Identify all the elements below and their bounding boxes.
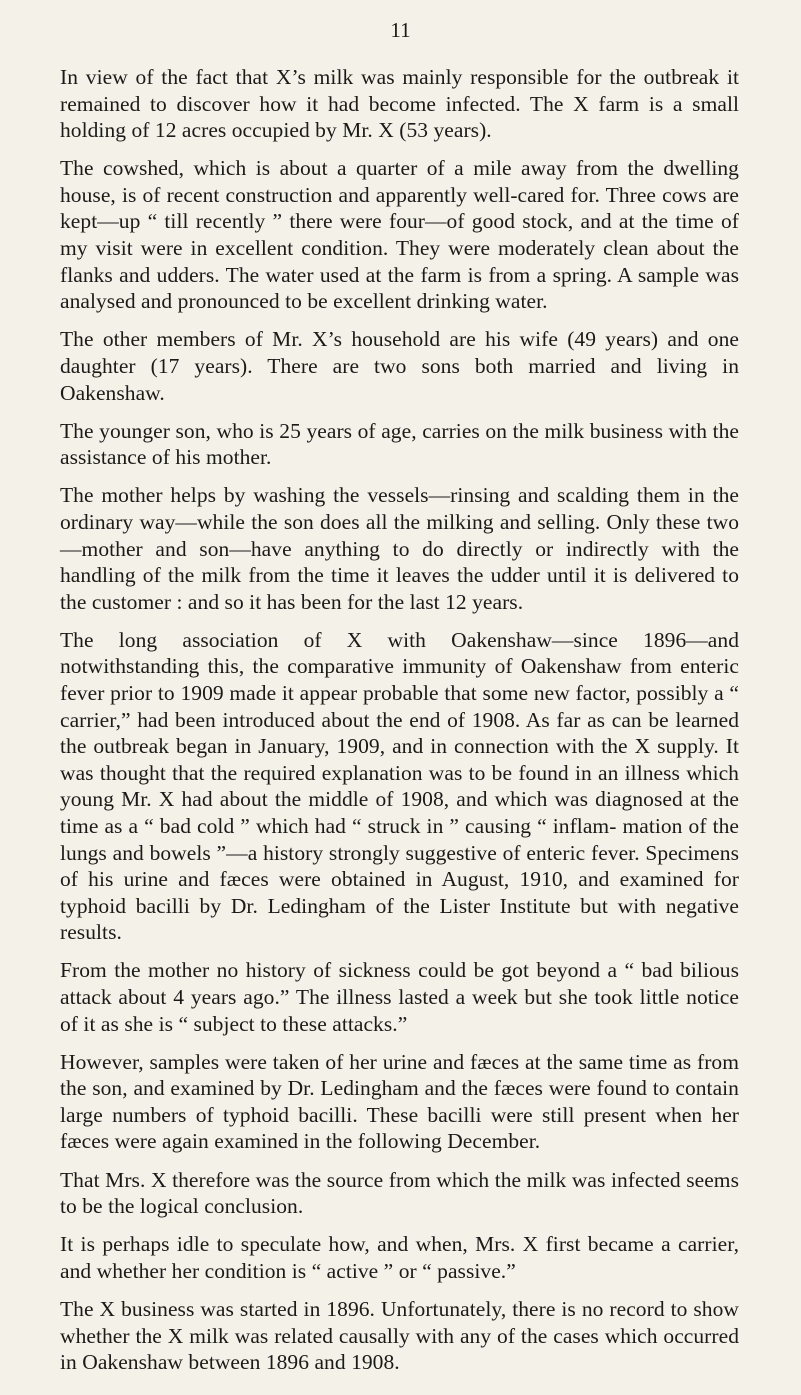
paragraph-1: In view of the fact that X’s milk was mainly responsible for the outbreak it remained to discover how it had become infected. The X farm is a small holding of 12 acres occupied by Mr. X (53 years). [60, 65, 739, 143]
paragraph-4: The younger son, who is 25 years of age, carries on the milk business with the assistance of his mother. [60, 418, 739, 470]
paragraph-10: It is perhaps idle to speculate how, and when, Mrs. X first became a carrier, and whether her condition is “ active ” or “ passive.” [60, 1232, 739, 1283]
paragraph-7: From the mother no history of sickness could be got beyond a “ bad bilious attack about 4 years ago.” The illness lasted a week but she took little notice of it as she is “ subject to these attacks.” [60, 958, 739, 1036]
paragraph-2: The cowshed, which is about a quarter of a mile away from the dwelling house, is of recent construction and apparently well-cared for. Three cows are kept—up “ till recently ” there were four—of good stock, and at the time of my visit were in excellent condition. They were moderately clean about the flanks and udders. The water used at the farm is from a spring. A sample was analysed and pronounced to be excellent drinking water. [60, 156, 739, 314]
paragraph-5: The mother helps by washing the vessels—rinsing and scalding them in the ordinary way—while the son does all the milking and selling. Only these two—mother and son—have anything to do directly or indirectly with the handling of the milk from the time it leaves the udder until it is delivered to the customer : and so it has been for the last 12 years. [60, 483, 739, 614]
paragraph-8: However, samples were taken of her urine and fæces at the same time as from the son, and examined by Dr. Ledingham and the fæces were found to contain large numbers of typhoid bacilli. These bacilli were still present when her fæces were again examined in the following December. [60, 1049, 739, 1154]
paragraph-11: The X business was started in 1896. Unfortunately, there is no record to show whether the X milk was related causally with any of the cases which occurred in Oakenshaw between 1896 and 1908. [60, 1296, 739, 1375]
body-text [60, 64, 739, 1387]
paragraph-6: The long association of X with Oakenshaw—since 1896—and notwithstanding this, the comparative immunity of Oakenshaw from enteric fever prior to 1909 made it appear probable that some new factor, possibly a “ carrier,” had been introduced about the end of 1908. As far as can be learned the outbreak began in January, 1909, and in connection with the X supply. It was thought that the required explanation was to be found in an illness which young Mr. X had about the middle of 1908, and which was diagnosed at the time as a “ bad cold ” which had “ struck in ” causing “ inflam- mation of the lungs and bowels ”—a history strongly suggestive of enteric fever. Specimens of his urine and fæces were obtained in August, 1910, and examined for typhoid bacilli by Dr. Ledingham of the Lister Institute but with negative results. [60, 627, 739, 945]
paragraph-3: The other members of Mr. X’s household are his wife (49 years) and one daughter (17 years). There are two sons both married and living in Oakenshaw. [60, 327, 739, 405]
paragraph-9: That Mrs. X therefore was the source from which the milk was infected seems to be the logical conclusion. [60, 1167, 739, 1219]
page-number: 11 [390, 18, 411, 42]
